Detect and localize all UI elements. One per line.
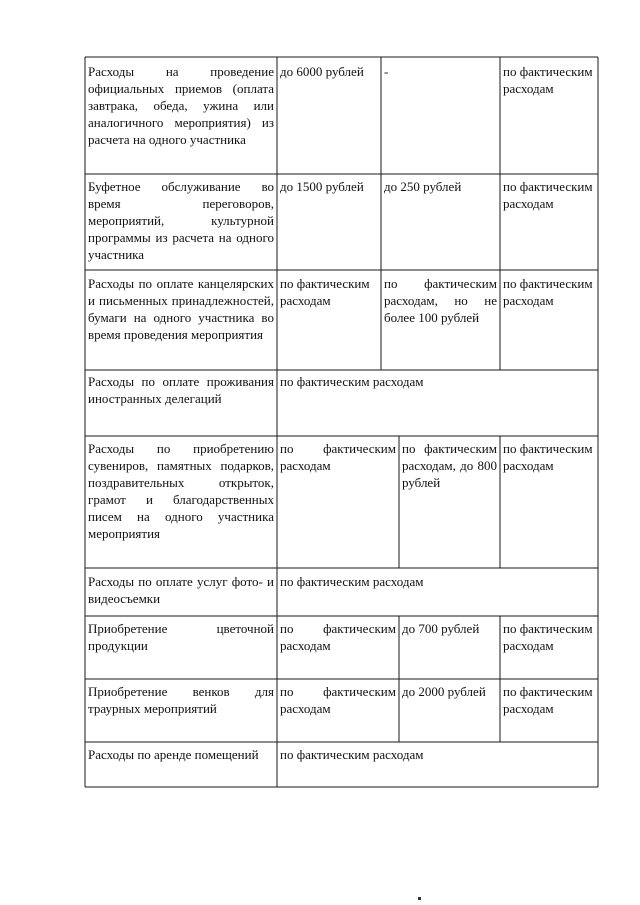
row-2-col-3: по фактическим расходам	[503, 179, 593, 211]
row-1-col-2: -	[384, 64, 389, 79]
row-7-col-3: по фактическим расходам	[503, 621, 593, 653]
row-6-name: Расходы по оплате услуг фото- и видеосъемки	[88, 574, 274, 606]
row-8-col-1: по фактическим расходам	[280, 684, 396, 716]
row-2-col-1: до 1500 рублей	[280, 179, 364, 194]
row-1-name: Расходы на проведение официальных приемов (оплата завтрака, обеда, ужина или аналогичного мероприятия) из расчета на одного участника	[88, 64, 274, 147]
row-2-name: Буфетное обслуживание во время переговоров, мероприятий, культурной программы из расчета на одного участника	[88, 179, 274, 262]
row-5-name: Расходы по приобретению сувениров, памятных подарков, поздравительных открыток, грамот и благодарственных писем на одного участника мероприятия	[88, 441, 274, 541]
row-8-col-3: по фактическим расходам	[503, 684, 593, 716]
row-5-col-1: по фактическим расходам	[280, 441, 396, 473]
row-3-col-3: по фактическим расходам	[503, 276, 593, 308]
row-4-name: Расходы по оплате проживания иностранных делегаций	[88, 374, 274, 406]
row-4-merged: по фактическим расходам	[280, 374, 424, 389]
row-8-name: Приобретение венков для траурных мероприятий	[88, 684, 274, 716]
row-8-col-2: до 2000 рублей	[402, 684, 486, 699]
row-3-name: Расходы по оплате канцелярских и письменных принадлежностей, бумаги на одного участника во время проведения мероприятия	[88, 276, 274, 342]
row-5-col-3: по фактическим расходам	[503, 441, 593, 473]
row-3-col-2: по фактическим расходам, но не более 100 рублей	[384, 276, 497, 325]
row-9-name: Расходы по аренде помещений	[88, 747, 259, 762]
row-5-col-2: по фактическим расходам, до 800 рублей	[402, 441, 497, 490]
row-1-col-1: до 6000 рублей	[280, 64, 364, 79]
row-9-merged: по фактическим расходам	[280, 747, 424, 762]
row-7-col-2: до 700 рублей	[402, 621, 480, 636]
row-7-col-1: по фактическим расходам	[280, 621, 396, 653]
row-3-col-1: по фактическим расходам	[280, 276, 370, 308]
row-2-col-2: до 250 рублей	[384, 179, 462, 194]
row-1-col-3: по фактическим расходам	[503, 64, 593, 96]
row-6-merged: по фактическим расходам	[280, 574, 424, 589]
row-7-name: Приобретение цветочной продукции	[88, 621, 274, 653]
scan-speck	[418, 897, 421, 900]
